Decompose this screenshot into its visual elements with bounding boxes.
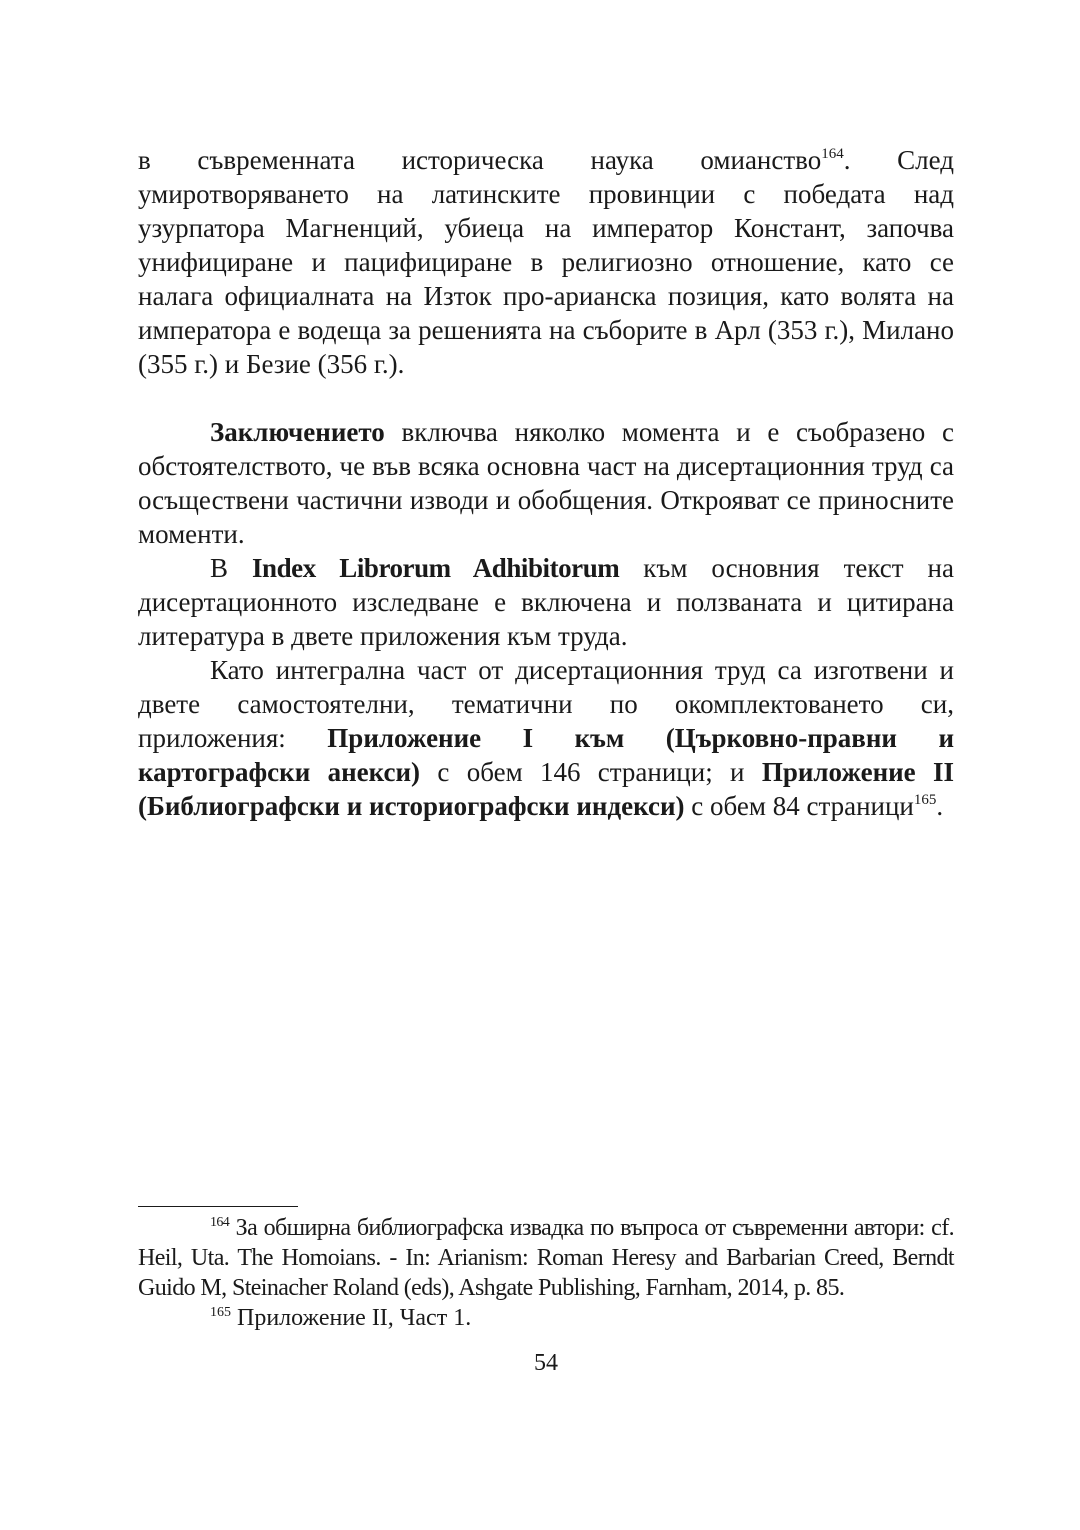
- footnote-text: За обширна библиографска извадка по въпроса от съвременни автори: cf. Heil, Uta. The Homoians. - In: Arianism: Roman Heresy and Barbarian Creed, Berndt Guido M, Steinacher Roland (eds), Ashgate Publishing, Farnham, 2014, p. 85.: [138, 1215, 954, 1301]
- paragraph-conclusion: [138, 415, 954, 551]
- paragraph-text: включва няколко момента и е съобразено с обстоятелството, че във всяка основна част на дисертационния труд са осъществени частични изводи и обобщения. Открояват се приносните моменти.: [138, 417, 954, 549]
- document-page: [138, 0, 954, 1530]
- paragraph-gap: [138, 381, 954, 415]
- page-number: 54: [534, 1350, 558, 1376]
- footnote-165: [138, 1303, 954, 1333]
- footnote-number: 164: [210, 1215, 230, 1230]
- paragraph-text: Като интегрална част от дисертационния труд са изготвени и двете самостоятелни, тематични по окомплектоването си, приложения:: [138, 655, 954, 753]
- paragraph-index: [138, 551, 954, 653]
- paragraph-text: към основния текст на дисертационното изследване е включена и ползваната и цитирана литература в двете приложения към труда.: [138, 553, 954, 651]
- footnote-separator: [138, 1206, 298, 1207]
- conclusion-heading: Заключението: [210, 417, 385, 447]
- footnote-ref-165[interactable]: 165: [913, 792, 937, 808]
- appendix-1-title: Приложение I към (Църковно-правни и картографски анекси): [138, 723, 955, 787]
- footnote-ref-164[interactable]: 164: [821, 146, 844, 162]
- index-title: Index Librorum Adhibitorum: [251, 553, 620, 583]
- footnote-number: 165: [210, 1305, 231, 1320]
- appendix-2-title: Приложение II (Библиографски и историографски индекси): [138, 757, 955, 821]
- paragraph-text: . След умиротворяването на латинските провинции с победата над узурпатора Магненций, убиеца на император Констант, започва унифициране и пацифициране в религиозно отношение, като се налага официалната на Изток про-арианска позиция, като волята на императора е водеща за решенията на съборите в Арл (353 г.), Милано (355 г.) и Безие (356 г.).: [138, 145, 954, 379]
- paragraph-appendices: [138, 653, 954, 823]
- paragraph-text: .: [936, 791, 944, 821]
- footnotes: [138, 1213, 954, 1333]
- paragraph-text: В: [210, 553, 252, 583]
- paragraph-text: с обем 84 страници: [684, 791, 914, 821]
- paragraph-text: в съвременната историческа наука омианство: [138, 145, 822, 175]
- main-text: [138, 143, 954, 823]
- footnote-164: [138, 1213, 954, 1303]
- paragraph-text: с обем 146 страници; и: [420, 757, 762, 787]
- footnote-text: Приложение II, Част 1.: [231, 1305, 472, 1331]
- paragraph-1: [138, 143, 954, 381]
